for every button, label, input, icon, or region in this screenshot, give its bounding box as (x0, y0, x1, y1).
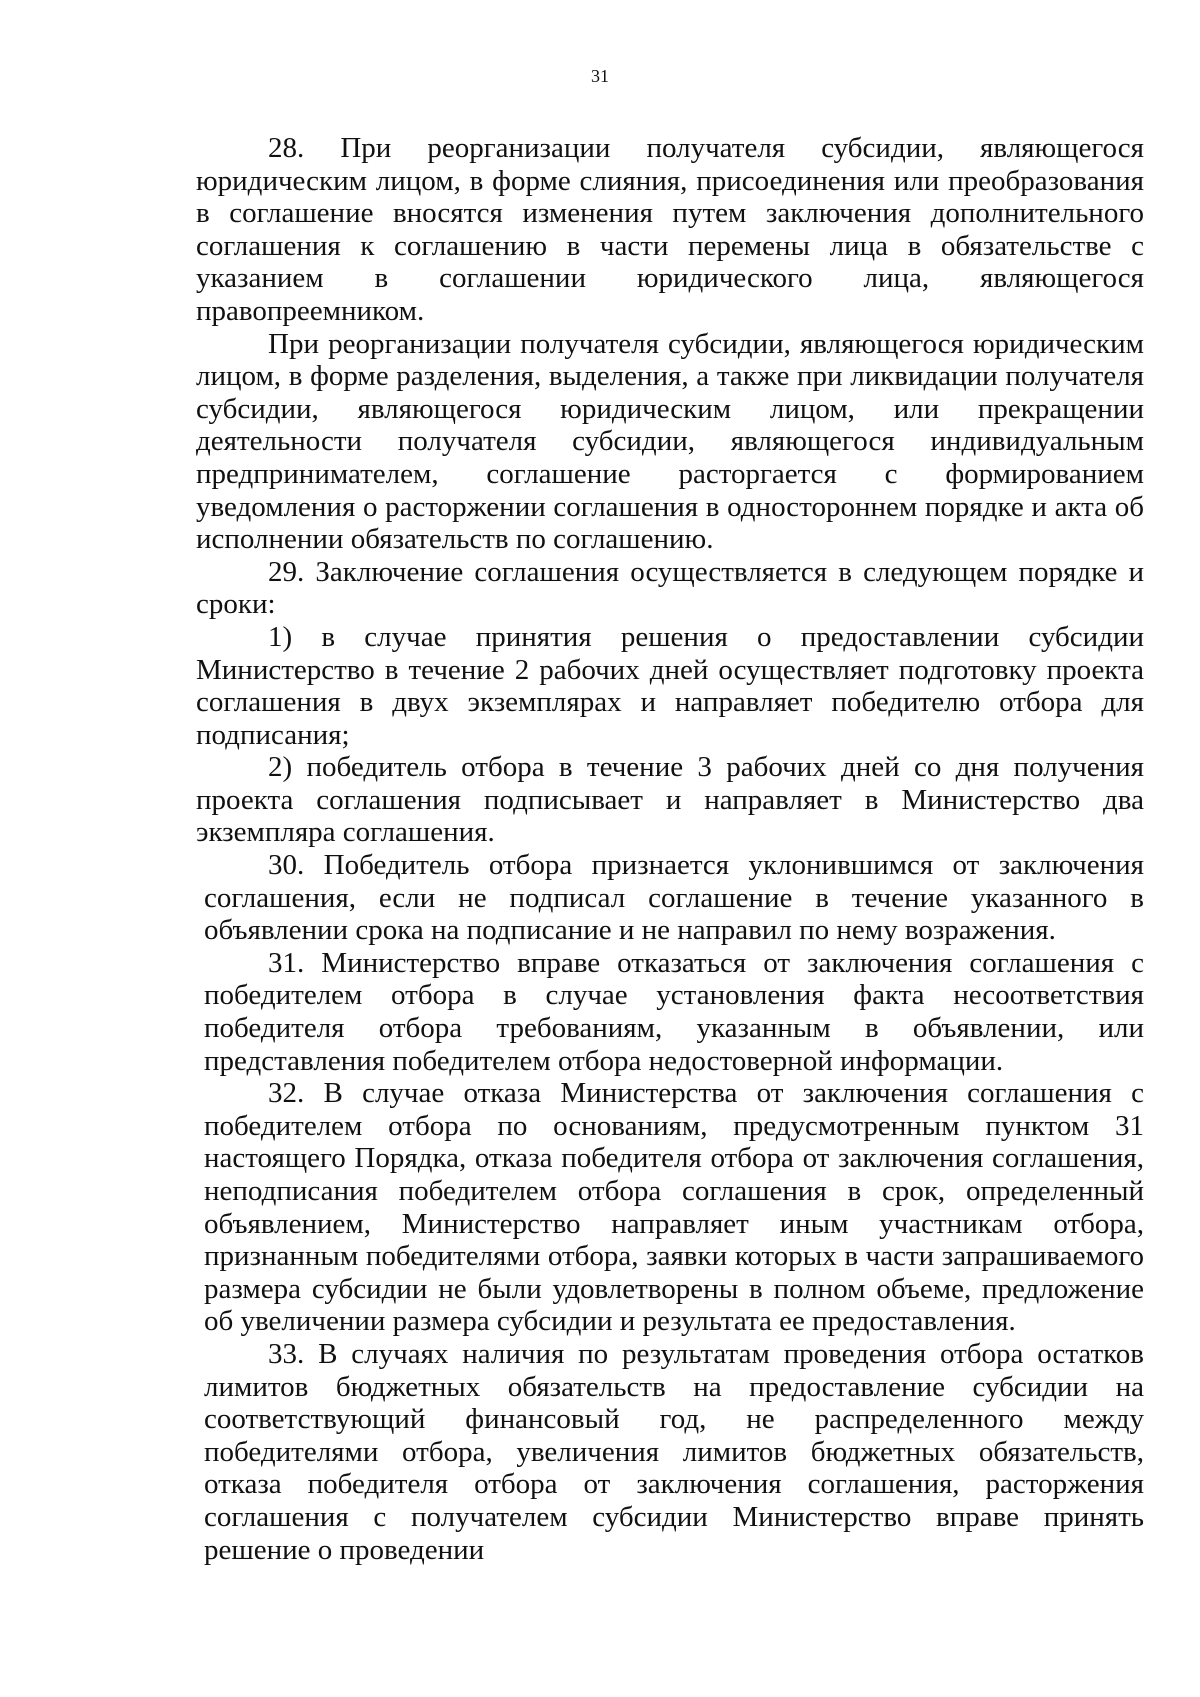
paragraph-31: 31. Министерство вправе отказаться от заключения соглашения с победителем отбора в случае установления факта несоответствия победителя отбора требованиям, указанным в объявлении, или представления победителем отбора недостоверной информации. (204, 946, 1144, 1077)
paragraph-32: 32. В случае отказа Министерства от заключения соглашения с победителем отбора по основаниям, предусмотренным пунктом 31 настоящего Порядка, отказа победителя отбора от заключения соглашения, неподписания победителем отбора соглашения в срок, определенный объявлением, Министерство направляет иным участникам отбора, признанным победителями отбора, заявки которых в части запрашиваемого размера субсидии не были удовлетворены в полном объеме, предложение об увеличении размера субсидии и результата ее предоставления. (204, 1077, 1144, 1338)
paragraph-29-item-2: 2) победитель отбора в течение 3 рабочих дней со дня получения проекта соглашения подписывает и направляет в Министерство два экземпляра соглашения. (196, 751, 1144, 849)
paragraph-28: 28. При реорганизации получателя субсидии, являющегося юридическим лицом, в форме слияния, присоединения или преобразования в соглашение вносятся изменения путем заключения дополнительного соглашения к соглашению в части перемены лица в обязательстве с указанием в соглашении юридического лица, являющегося правопреемником. (196, 132, 1144, 327)
paragraph-28-reorganization: При реорганизации получателя субсидии, являющегося юридическим лицом, в форме разделения, выделения, а также при ликвидации получателя субсидии, являющегося юридическим лицом, или прекращении деятельности получателя субсидии, являющегося индивидуальным предпринимателем, соглашение расторгается с формированием уведомления о расторжении соглашения в одностороннем порядке и акта об исполнении обязательств по соглашению. (196, 327, 1144, 556)
paragraph-33: 33. В случаях наличия по результатам проведения отбора остатков лимитов бюджетных обязательств на предоставление субсидии на соответствующий финансовый год, не распределенного между победителями отбора, увеличения лимитов бюджетных обязательств, отказа победителя отбора от заключения соглашения, расторжения соглашения с получателем субсидии Министерство вправе принять решение о проведении (204, 1337, 1144, 1566)
paragraph-29-item-1: 1) в случае принятия решения о предоставлении субсидии Министерство в течение 2 рабочих дней осуществляет подготовку проекта соглашения в двух экземплярах и направляет победителю отбора для подписания; (196, 620, 1144, 751)
page-number: 31 (591, 66, 609, 86)
paragraph-29: 29. Заключение соглашения осуществляется в следующем порядке и сроки: (196, 555, 1144, 621)
paragraph-30: 30. Победитель отбора признается уклонившимся от заключения соглашения, если не подписал соглашение в течение указанного в объявлении срока на подписание и не направил по нему возражения. (204, 849, 1144, 947)
document-body (196, 132, 1144, 1566)
